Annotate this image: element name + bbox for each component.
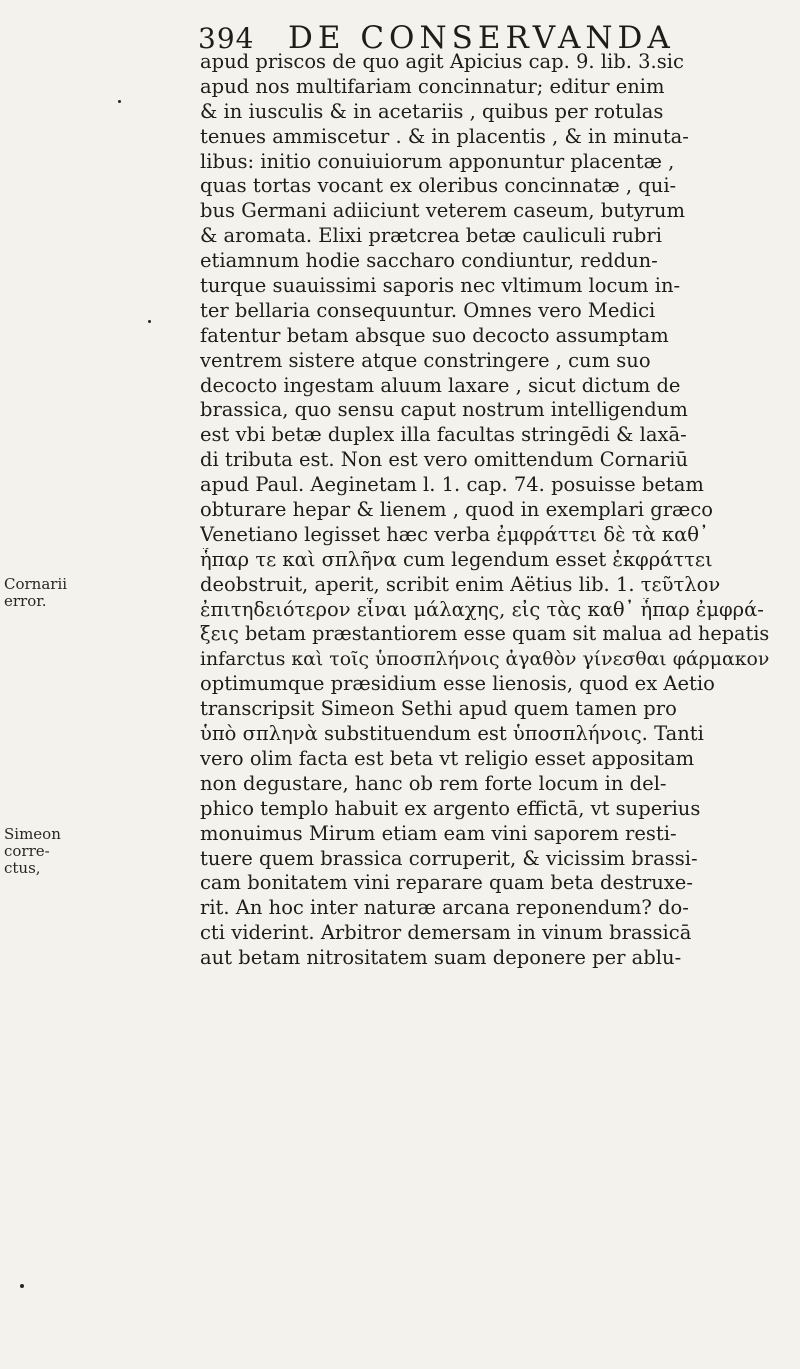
text-line: obturare hepar & lienem , quod in exemplari græco [200, 498, 714, 522]
text-line: vero olim facta est beta vt religio esset appositam [200, 746, 695, 770]
body-text [200, 50, 770, 971]
text-line: deobstruit, aperit, scribit enim Aëtius lib. 1. τεῦτλον [200, 572, 721, 596]
running-title: DE CONSERVANDA [288, 20, 675, 56]
margin-note-simeon [4, 826, 92, 877]
text-line: est vbi betæ duplex illa facultas stringēdi & laxā- [200, 423, 687, 447]
text-line: apud nos multifariam concinnatur; editur enim [200, 74, 665, 98]
text-line: monuimus Mirum etiam eam vini saporem resti- [200, 821, 677, 845]
text-line: rit. An hoc inter naturæ arcana reponendum? do- [200, 896, 689, 920]
text-line: ξεις betam præstantiorem esse quam sit malua ad hepatis [200, 622, 770, 646]
ink-speck [20, 1284, 24, 1288]
text-line: non degustare, hanc ob rem forte locum in del- [200, 771, 667, 795]
text-line: cti viderint. Arbitror demersam in vinum brassicā [200, 921, 692, 945]
margin-note-line: Simeon [4, 825, 61, 843]
text-line: phico templo habuit ex argento effictā, vt superius [200, 796, 701, 820]
text-line: tuere quem brassica corruperit, & vicissim brassi- [200, 846, 698, 870]
text-line: transcripsit Simeon Sethi apud quem tamen pro [200, 697, 677, 721]
text-line: libus: initio conuiuiorum apponuntur placentæ , [200, 149, 675, 173]
text-line: di tributa est. Non est vero omittendum Cornariū [200, 448, 689, 472]
text-line: infarctus καὶ τοῖς ὑποσπλήνοις ἀγαθὸν γίνεσθαι φάρμακον [200, 648, 770, 671]
text-line: cam bonitatem vini reparare quam beta destruxe- [200, 871, 693, 895]
text-line: & in iusculis & in acetariis , quibus per rotulas [200, 99, 664, 123]
text-line: ventrem sistere atque constringere , cum suo [200, 348, 651, 372]
text-line: ter bellaria consequuntur. Omnes vero Medici [200, 298, 656, 322]
text-line: & aromata. Elixi prætcrea betæ cauliculi rubri [200, 224, 662, 248]
text-line: Venetiano legisset hæc verba ἐμφράττει δὲ τὰ καθ᾽ [200, 522, 709, 546]
page-number: 394 [198, 22, 255, 55]
text-line: turque suauissimi saporis nec vltimum locum in- [200, 274, 681, 298]
text-line: quas tortas vocant ex oleribus concinnatæ , qui- [200, 174, 677, 198]
text-line: apud priscos de quo agit Apicius cap. 9. lib. 3.sic [200, 50, 684, 73]
text-line: apud Paul. Aeginetam l. 1. cap. 74. posuisse betam [200, 473, 704, 497]
text-line: optimumque præsidium esse lienosis, quod ex Aetio [200, 672, 715, 696]
text-line: fatentur betam absque suo decocto assumptam [200, 323, 669, 347]
margin-note-line: corre- [4, 842, 50, 860]
text-line: bus Germani adiiciunt veterem caseum, butyrum [200, 199, 685, 223]
text-line: decocto ingestam aluum laxare , sicut dictum de [200, 373, 681, 397]
text-line: brassica, quo sensu caput nostrum intelligendum [200, 398, 688, 422]
text-line: etiamnum hodie saccharo condiuntur, reddun- [200, 249, 658, 273]
text-line: ἐπιτηδειότερον εἶναι μάλαχης, εἰς τὰς καθ᾽ ἧπαρ ἐμφρά- [200, 597, 764, 621]
ink-speck [148, 320, 151, 323]
margin-note-line: Cornarii [4, 575, 68, 593]
text-line: tenues ammiscetur . & in placentis , & in minuta- [200, 124, 689, 148]
margin-note-line: error. [4, 592, 47, 610]
text-line: aut betam nitrositatem suam deponere per ablu- [200, 946, 682, 970]
margin-note-line: ctus, [4, 859, 41, 877]
text-line: ὑπὸ σπληνὰ substituendum est ὑποσπλήνοις. Tanti [200, 722, 704, 746]
ink-speck [118, 100, 121, 103]
text-line: ἧπαρ τε καὶ σπλῆνα cum legendum esset ἐκφράττει [200, 547, 713, 571]
margin-note-cornarii [4, 576, 92, 610]
